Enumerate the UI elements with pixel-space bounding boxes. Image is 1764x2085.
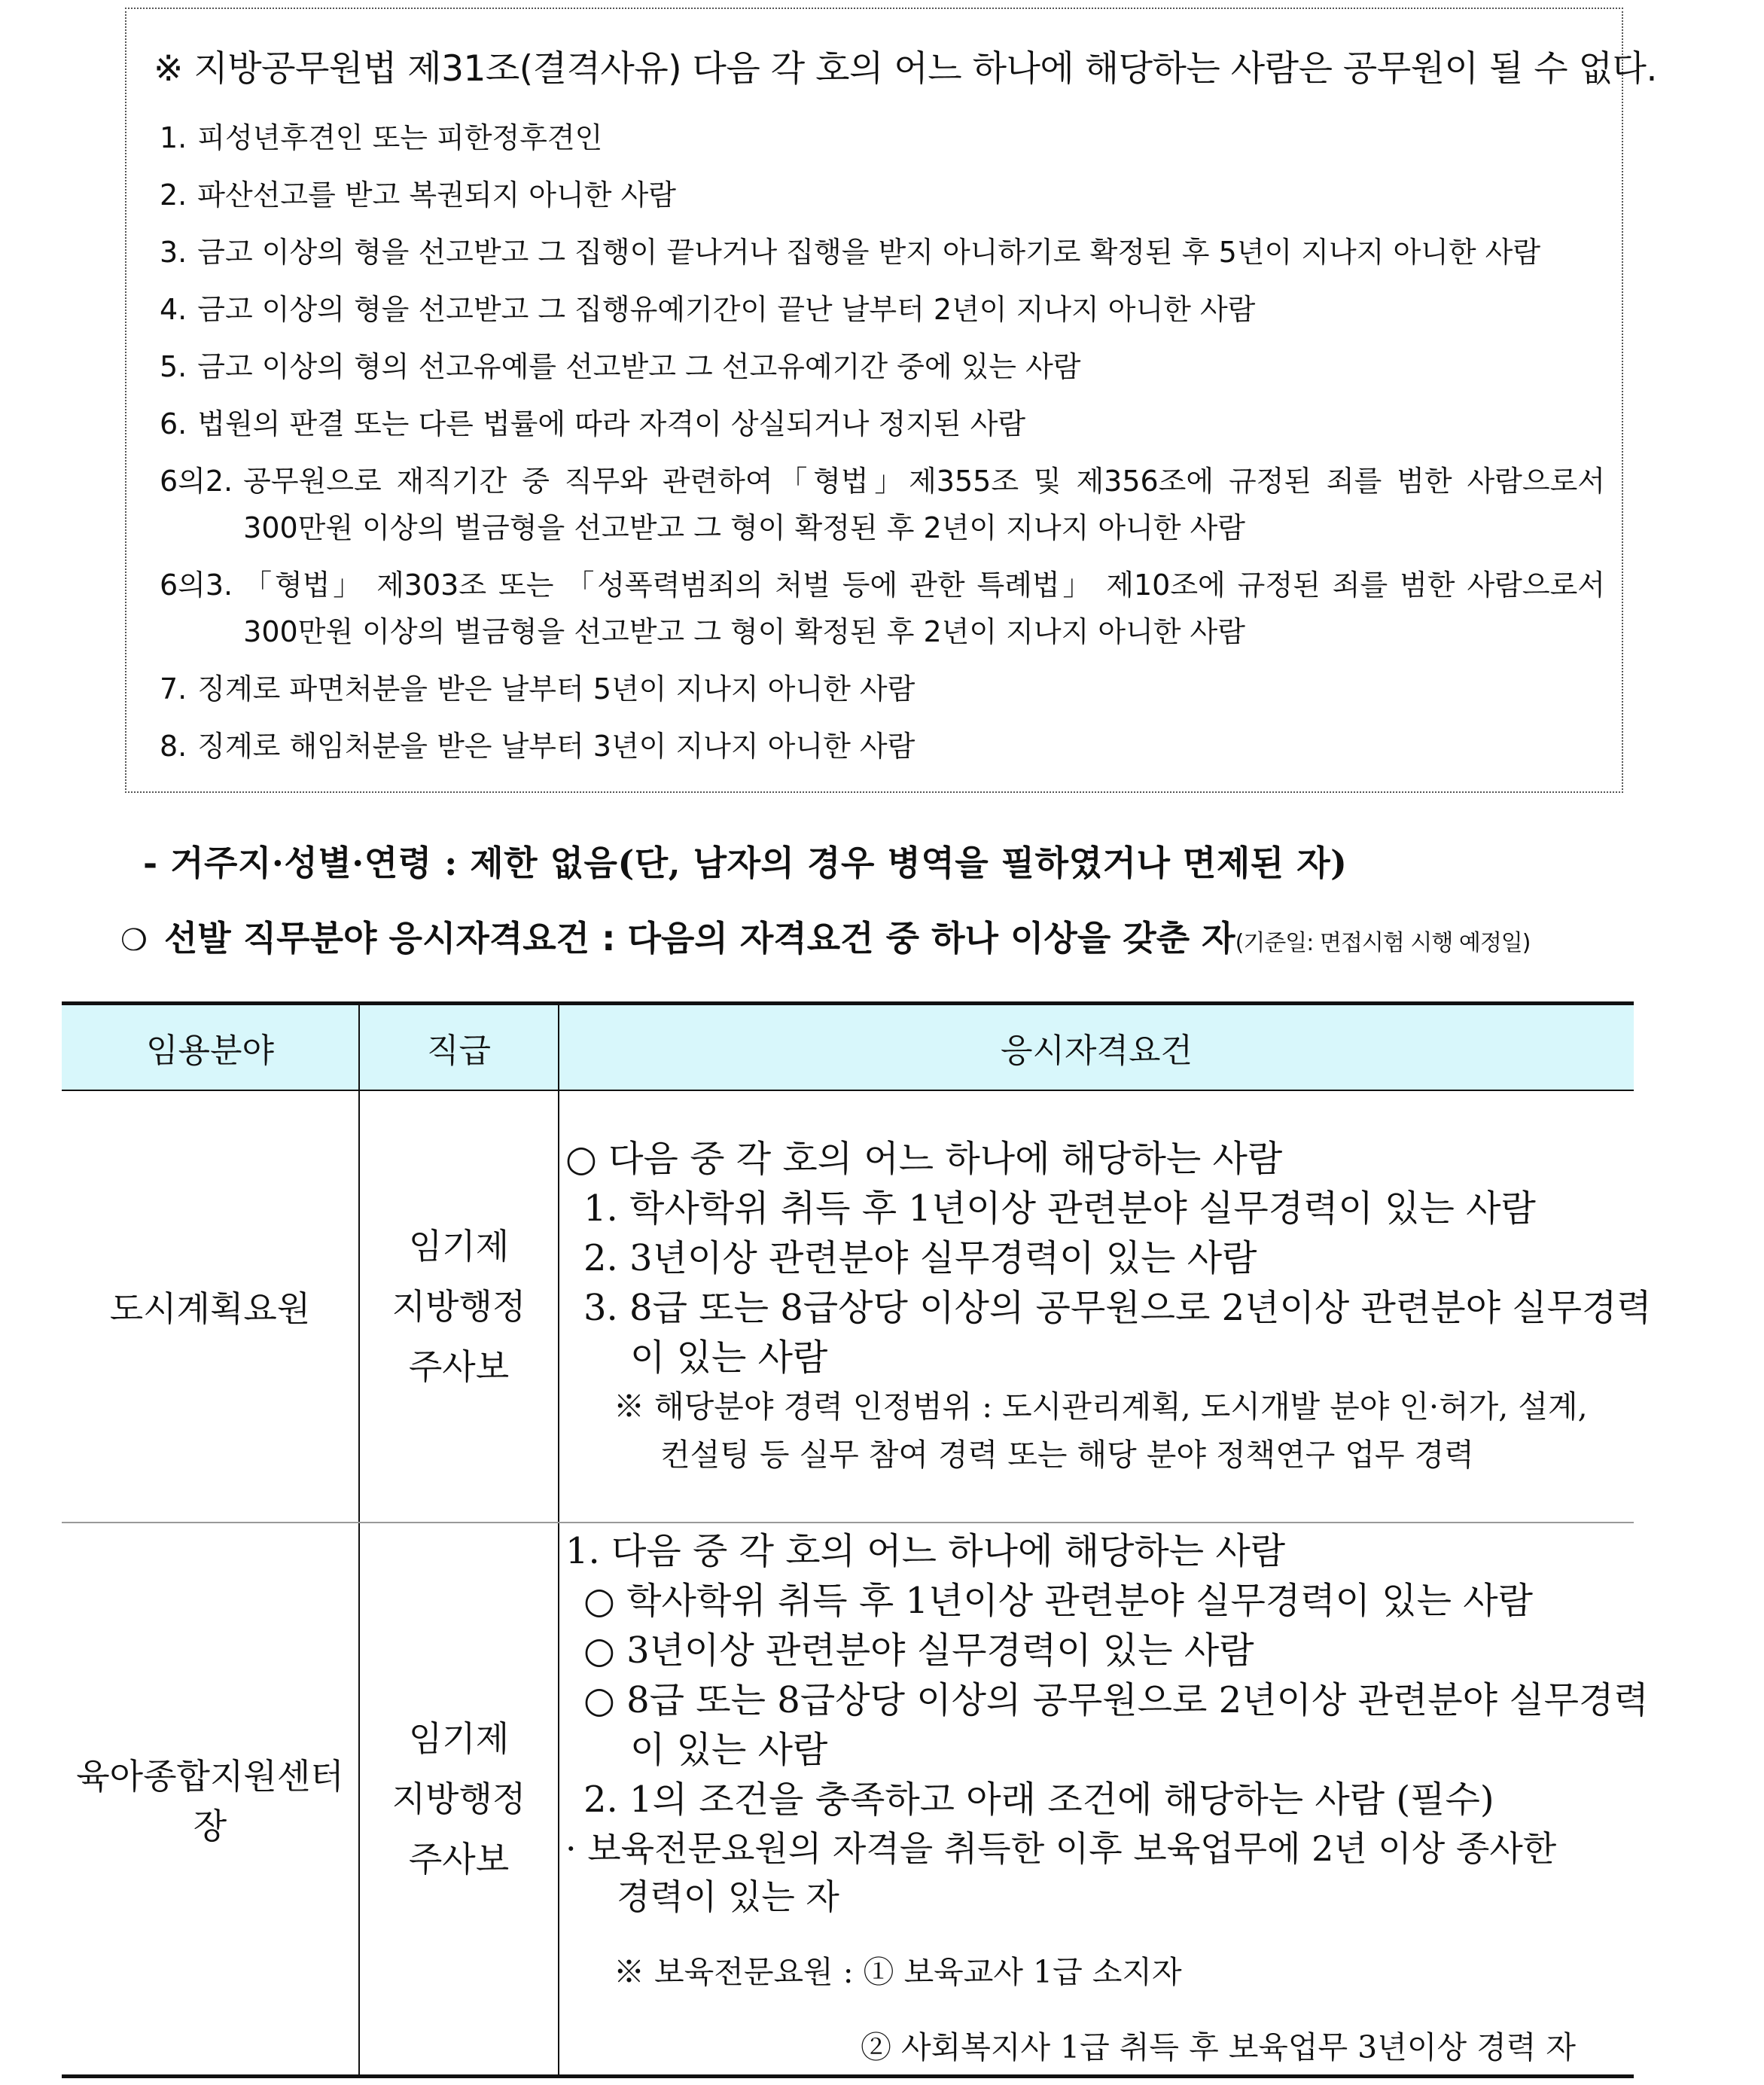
table-row (62, 1523, 1634, 2076)
table-header-row (62, 1004, 1634, 1091)
list-item: 4. 금고 이상의 형을 선고받고 그 집행유예기간이 끝난 날부터 2년이 지나지 아니한 사람 (160, 293, 1256, 326)
header-grade: 직급 (359, 1004, 559, 1091)
list-item: 3. 금고 이상의 형을 선고받고 그 집행이 끝나거나 집행을 받지 아니하기로 확정된 후 5년이 지나지 아니한 사람 (160, 236, 1541, 269)
list-item: 7. 징계로 파면처분을 받은 날부터 5년이 지나지 아니한 사람 (160, 672, 916, 706)
list-item: 6의3. 「형법」 제303조 또는 「성폭력범죄의 처벌 등에 관한 특례법」 제10조에 규정된 죄를 범한 사람으로서 300만원 이상의 벌금형을 선고받고 그 형이 확정된 후 2년이 지나지 아니한 사람 (160, 568, 1605, 648)
requirements-cell: ○ 다음 중 각 호의 어느 하나에 해당하는 사람 1. 학사학위 취득 후 1년이상 관련분야 실무경력이 있는 사람 2. 3년이상 관련분야 실무경력이 있는 사람 3. 8급 또는 8급상당 이상의 공무원으로 2년이상 관련분야 실무경력 이 있는 사람 ※ 해당분야 경력 인정범위 : 도시관리계획, 도시개발 분야 인·허가, 설계, 컨설팅 등 실무 참여 경력 또는 해당 분야 정책연구 업무 경력 (559, 1090, 1634, 1523)
grade-cell: 임기제 지방행정 주사보 (359, 1523, 559, 2076)
eligibility-heading (120, 911, 1531, 961)
header-requirements: 응시자격요건 (559, 1004, 1634, 1091)
list-item: 8. 징계로 해임처분을 받은 날부터 3년이 지나지 아니한 사람 (160, 730, 916, 763)
disqualification-list (160, 114, 1605, 780)
list-item: 6. 법원의 판결 또는 다른 법률에 따라 자격이 상실되거나 정지된 사람 (160, 407, 1026, 440)
requirements-cell: 1. 다음 중 각 호의 어느 하나에 해당하는 사람 ○ 학사학위 취득 후 1년이상 관련분야 실무경력이 있는 사람 ○ 3년이상 관련분야 실무경력이 있는 사람 ○ 8급 또는 8급상당 이상의 공무원으로 2년이상 관련분야 실무경력 이 있는 사람 2. 1의 조건을 충족하고 아래 조건에 해당하는 사람 (필수) · 보육전문요원의 자격을 취득한 이후 보육업무에 2년 이상 종사한 경력이 있는 자 ※ 보육전문요원 : ① 보육교사 1급 소지자 ② 사회복지사 1급 취득 후 보육업무 3년이상 경력 자 (559, 1523, 1634, 2076)
table-row (62, 1090, 1634, 1523)
requirements-table (62, 1001, 1652, 2078)
list-item: 2. 파산선고를 받고 복권되지 아니한 사람 (160, 178, 676, 212)
residence-requirement: - 거주지·성별·연령 : 제한 없음(단, 남자의 경우 병역을 필하였거나 면제된 자) (143, 843, 1348, 883)
eligibility-reference-date: (기준일: 면접시험 시행 예정일) (1235, 930, 1531, 956)
list-item: 6의2. 공무원으로 재직기간 중 직무와 관련하여「형법」제355조 및 제356조에 규정된 죄를 범한 사람으로서 300만원 이상의 벌금형을 선고받고 그 형이 확정된 후 2년이 지나지 아니한 사람 (160, 465, 1605, 544)
field-cell: 육아종합지원센터장 (62, 1523, 359, 2076)
list-item: 1. 피성년후견인 또는 피한정후견인 (160, 121, 603, 154)
field-cell: 도시계획요원 (62, 1090, 359, 1523)
disqualification-title: ※ 지방공무원법 제31조(결격사유) 다음 각 호의 어느 하나에 해당하는 사람은 공무원이 될 수 없다. (154, 48, 1657, 90)
header-field: 임용분야 (62, 1004, 359, 1091)
eligibility-text: 선발 직무분야 응시자격요건 : 다음의 자격요건 중 하나 이상을 갖춘 자 (163, 918, 1235, 959)
circle-bullet-icon: ❍ (120, 923, 148, 958)
grade-cell: 임기제 지방행정 주사보 (359, 1090, 559, 1523)
list-item: 5. 금고 이상의 형의 선고유예를 선고받고 그 선고유예기간 중에 있는 사람 (160, 350, 1081, 383)
disqualification-box (125, 8, 1657, 793)
